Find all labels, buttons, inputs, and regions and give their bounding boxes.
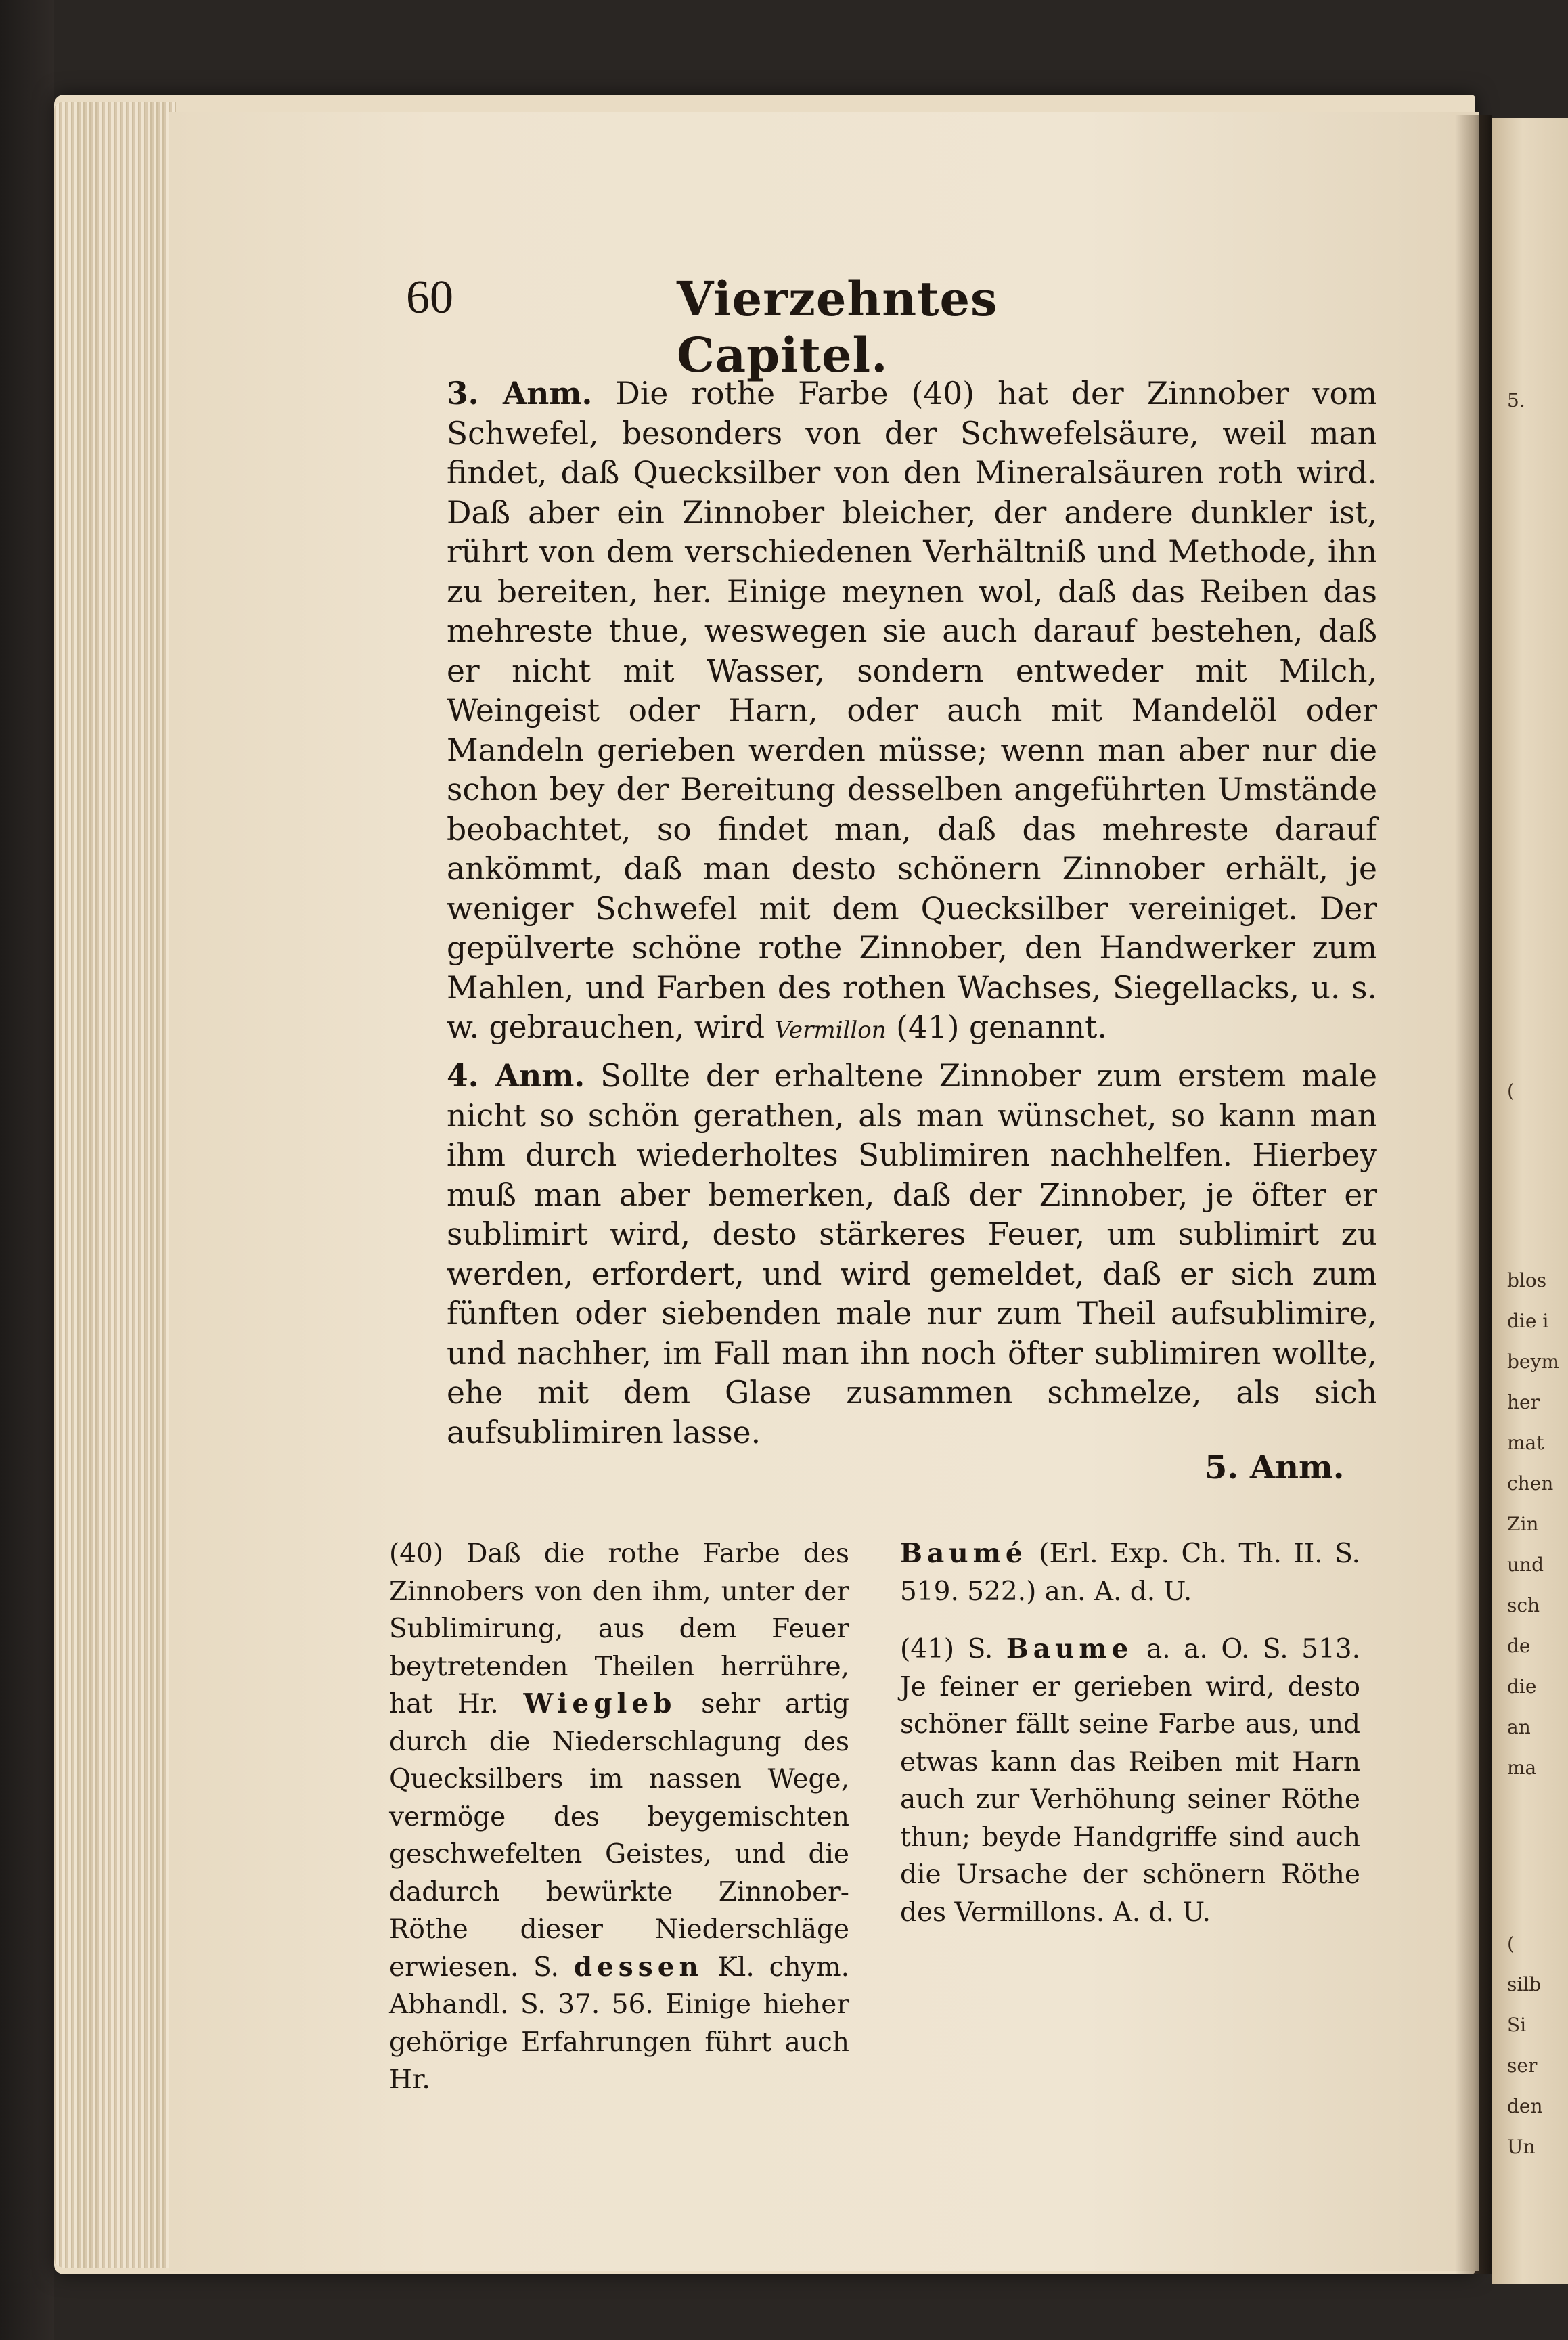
- footnote-text: a. a. O. S. 513. Je feiner er gerieben wird, desto schöner fällt seine Farbe aus, und etwas kann das Reiben mit Harn auch zur Verhöhung seiner Röthe thun; beyde Handgriffe sind auch die Ursache der schönern Röthe des Vermillons. A. d. U.: [900, 1634, 1360, 1928]
- note-label: 3. Anm.: [447, 375, 593, 412]
- note-3: [447, 374, 1377, 1051]
- footnote-text: (40) Daß die rothe Farbe des Zinnobers von den ihm, unter der Sublimirung, aus dem Feuer beytretenden Theilen herrühre, hat Hr.: [389, 1539, 849, 1719]
- facing-fragment: (: [1507, 1933, 1515, 1955]
- footnote-text: Kl. chym. Abhandl. S. 37. 56. Einige hieher gehörige Erfahrungen führt auch Hr.: [389, 1951, 849, 2095]
- footnote-continuation: [900, 1535, 1360, 1931]
- footnote-text: (Erl. Exp. Ch. Th. II. S. 519. 522.) an. A. d. U.: [900, 1539, 1361, 1607]
- facing-fragment: de: [1507, 1635, 1531, 1657]
- catchword: 5. Anm.: [1205, 1449, 1345, 1486]
- facing-fragment: ma: [1507, 1757, 1537, 1779]
- facing-fragment: ser: [1507, 2054, 1538, 2077]
- book-gutter: [1455, 115, 1492, 2274]
- term-vermillon: Vermillon: [774, 1017, 887, 1044]
- note-text-end: (41) genannt.: [896, 1009, 1107, 1045]
- note-text: Sollte der erhaltene Zinnober zum erstem male nicht so schön gerathen, als man wünschet, so kann man ihm durch wiederholtes Sublimiren nachhelfen. Hierbey muß man aber bemerken, daß der Zinnober, je öfter er sublimirt wird, desto stärkeres Feuer, um sublimirt zu werden, erfordert, und wird gemeldet, daß er sich zum fünften oder siebenden male nur zum Theil aufsublimire, und nachher, im Fall man ihn noch öfter sublimiren wollte, ehe mit dem Glase zusammen schmelze, als sich aufsublimiren lasse.: [447, 1058, 1378, 1451]
- facing-fragment: her: [1507, 1391, 1540, 1413]
- footnote-text: (41) S.: [900, 1634, 993, 1664]
- note-label: 4. Anm.: [447, 1057, 585, 1094]
- author-name: Baumé: [900, 1538, 1027, 1569]
- page-number: 60: [406, 271, 453, 324]
- facing-fragment: 5.: [1507, 389, 1525, 412]
- page-stack-edges: [54, 102, 176, 2268]
- footnote-41: [900, 1631, 1360, 1931]
- facing-fragment: (: [1507, 1080, 1515, 1102]
- facing-fragment: chen: [1507, 1472, 1554, 1495]
- facing-fragment: blos: [1507, 1269, 1547, 1292]
- note-4: [447, 1056, 1377, 1453]
- facing-fragment: mat: [1507, 1432, 1544, 1454]
- author-name: Baume: [1006, 1633, 1134, 1664]
- facing-fragment: die: [1507, 1675, 1537, 1698]
- scan-background: [0, 0, 54, 2340]
- chapter-title: Vierzehntes Capitel.: [677, 271, 998, 383]
- facing-fragment: Zin: [1507, 1513, 1539, 1535]
- footnote-40: [389, 1535, 849, 2099]
- facing-page-edge: [1492, 118, 1568, 2284]
- facing-fragment: beym: [1507, 1350, 1559, 1373]
- facing-fragment: Un: [1507, 2136, 1536, 2158]
- facing-fragment: Si: [1507, 2014, 1527, 2036]
- note-text: Die rothe Farbe (40) hat der Zinnober vom Schwefel, besonders von der Schwefelsäure, weil man findet, daß Quecksilber von den Mineralsäuren roth wird. Daß aber ein Zinnober bleicher, der andere dunkler ist, rührt von dem verschiedenen Verhältniß und Methode, ihn zu bereiten, her. Einige meynen wol, daß das Reiben das mehreste thue, weswegen sie auch darauf bestehen, daß er nicht mit Wasser, sondern entweder mit Milch, Weingeist oder Harn, oder auch mit Mandelöl oder Mandeln gerieben werden müsse; wenn man aber nur die schon bey der Bereitung desselben angeführten Umstände beobachtet, so findet man, daß das mehreste darauf ankömmt, daß man desto schönern Zinnober erhält, je weniger Schwefel mit dem Quecksilber vereiniget. Der gepülverte schöne rothe Zinnober, den Handwerker zum Mahlen, und Farben des rothen Wachses, Siegellacks, u. s. w. gebrauchen, wird: [447, 376, 1377, 1045]
- facing-fragment: an: [1507, 1716, 1531, 1738]
- facing-fragment: sch: [1507, 1594, 1540, 1616]
- facing-fragment: den: [1507, 2095, 1543, 2117]
- author-name: Wiegleb: [523, 1688, 677, 1719]
- footnote-text: sehr artig durch die Niederschlagung des Quecksilbers im nassen Wege, vermöge des beygemischten geschwefelten Geistes, und die dadurch bewürkte Zinnober-Röthe dieser Niederschläge erwiesen. S.: [389, 1689, 849, 1983]
- author-reference: dessen: [573, 1951, 703, 1983]
- facing-fragment: die i: [1507, 1310, 1549, 1332]
- facing-fragment: und: [1507, 1553, 1544, 1576]
- facing-fragment: silb: [1507, 1973, 1542, 1995]
